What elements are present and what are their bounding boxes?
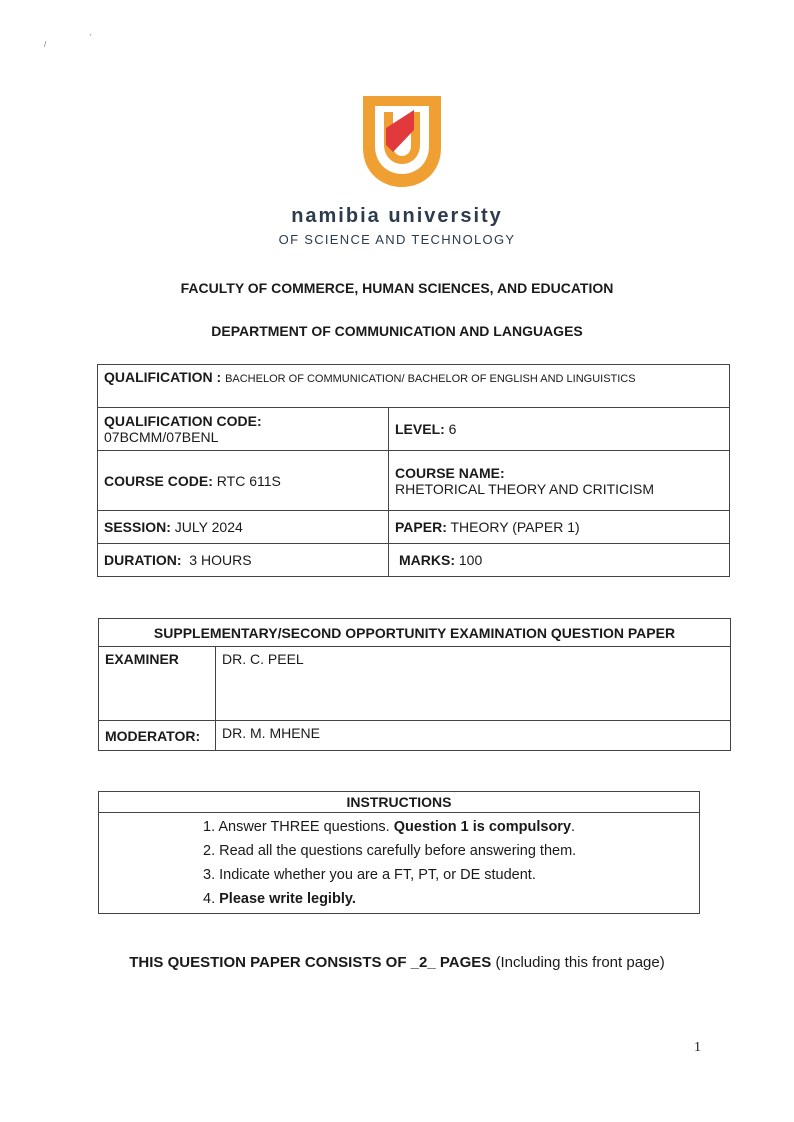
- page-count-note: THIS QUESTION PAPER CONSISTS OF _2_ PAGES (Including this front page): [129, 954, 665, 971]
- paper-cell: PAPER: THEORY (PAPER 1): [389, 511, 730, 544]
- instruction-item: 1. Answer THREE questions. Question 1 is compulsory.: [203, 819, 576, 835]
- instructions-list: [99, 813, 700, 914]
- instruction-item: 3. Indicate whether you are a FT, PT, or DE student.: [203, 867, 536, 883]
- course-info-table: [97, 364, 730, 577]
- exam-type-title: SUPPLEMENTARY/SECOND OPPORTUNITY EXAMINATION QUESTION PAPER: [99, 619, 731, 647]
- scan-mark: /: [44, 40, 47, 49]
- marks-cell: MARKS: 100: [389, 544, 730, 577]
- instruction-item: 4. Please write legibly.: [203, 891, 356, 907]
- moderator-value: DR. M. MHENE: [216, 721, 731, 751]
- instructions-title: INSTRUCTIONS: [99, 792, 700, 813]
- duration-cell: DURATION: 3 HOURS: [98, 544, 389, 577]
- qualification-code-cell: QUALIFICATION CODE: 07BCMM/07BENL: [98, 408, 389, 451]
- faculty-heading: FACULTY OF COMMERCE, HUMAN SCIENCES, AND EDUCATION: [180, 280, 614, 296]
- level-cell: LEVEL: 6: [389, 408, 730, 451]
- examiner-label: EXAMINER: [99, 647, 216, 721]
- course-code-cell: COURSE CODE: RTC 611S: [98, 451, 389, 511]
- scan-mark: ': [90, 33, 92, 42]
- instruction-item: 2. Read all the questions carefully before answering them.: [203, 843, 577, 859]
- department-heading: DEPARTMENT OF COMMUNICATION AND LANGUAGES: [211, 323, 583, 339]
- course-name-cell: COURSE NAME: RHETORICAL THEORY AND CRITICISM: [389, 451, 730, 511]
- moderator-label: MODERATOR:: [99, 721, 216, 751]
- examiner-value: DR. C. PEEL: [216, 647, 731, 721]
- university-logo: [357, 90, 447, 190]
- session-cell: SESSION: JULY 2024: [98, 511, 389, 544]
- examiner-table: [98, 618, 731, 751]
- page-number: 1: [694, 1040, 701, 1055]
- university-subtitle: OF SCIENCE AND TECHNOLOGY: [278, 232, 516, 247]
- qualification-cell: QUALIFICATION : BACHELOR OF COMMUNICATION/ BACHELOR OF ENGLISH AND LINGUISTICS: [98, 365, 730, 408]
- instructions-table: [98, 791, 700, 914]
- university-name: namibia university: [291, 205, 503, 227]
